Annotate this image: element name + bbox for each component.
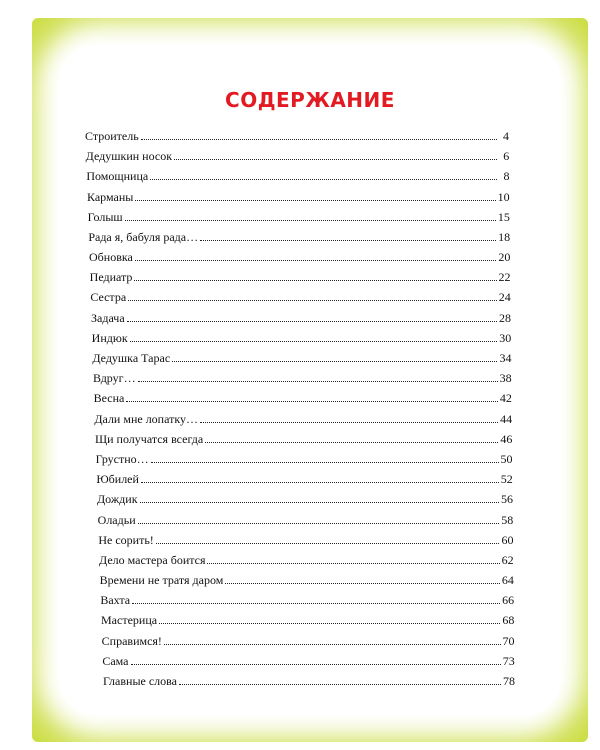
toc-entry bbox=[100, 589, 514, 607]
toc-entry-page: 15 bbox=[497, 209, 510, 224]
toc-entry-page: 78 bbox=[503, 674, 515, 688]
toc-entry-title: Мастерица bbox=[101, 613, 158, 628]
toc-leader-dots bbox=[130, 341, 498, 342]
toc-entry-page: 8 bbox=[503, 169, 510, 184]
toc-entry-page: 4 bbox=[503, 129, 509, 143]
toc-entry-page: 58 bbox=[501, 512, 514, 527]
toc-entry bbox=[102, 650, 514, 668]
toc-leader-dots bbox=[135, 200, 495, 201]
toc-leader-dots bbox=[131, 664, 501, 665]
toc-entry bbox=[92, 347, 511, 365]
toc-leader-dots bbox=[141, 482, 499, 483]
toc-entry-title: Главные слова bbox=[103, 674, 177, 688]
toc-entry-page: 70 bbox=[502, 633, 515, 648]
toc-entry-title: Юбилей bbox=[96, 472, 139, 487]
toc-entry bbox=[99, 549, 514, 567]
toc-entry-page: 34 bbox=[499, 351, 512, 366]
toc-entry bbox=[96, 448, 513, 466]
toc-entry-page: 6 bbox=[503, 149, 510, 164]
toc-entry-title: Оладьи bbox=[97, 512, 136, 527]
toc-entry-title: Задача bbox=[91, 310, 125, 325]
toc-entry bbox=[103, 670, 515, 688]
toc-entry-title: Карманы bbox=[87, 189, 134, 204]
toc-entry bbox=[89, 246, 510, 264]
toc-leader-dots bbox=[207, 563, 499, 564]
toc-leader-dots bbox=[126, 401, 498, 402]
page-title: СОДЕРЖАНИЕ bbox=[225, 88, 395, 112]
toc-entry-page: 24 bbox=[498, 290, 511, 305]
toc-entry-page: 62 bbox=[501, 552, 514, 567]
toc-leader-dots bbox=[125, 220, 496, 221]
toc-leader-dots bbox=[138, 381, 498, 382]
toc-entry bbox=[91, 307, 511, 325]
toc-entry-title: Сестра bbox=[90, 290, 127, 305]
toc-entry-title: Времени не тратя даром bbox=[99, 573, 224, 588]
toc-leader-dots bbox=[179, 684, 501, 685]
toc-entry bbox=[86, 165, 509, 183]
toc-entry-title: Дело мастера боится bbox=[99, 552, 206, 567]
toc-entry-title: Педиатр bbox=[89, 270, 133, 285]
toc-entry bbox=[98, 509, 514, 527]
toc-entry bbox=[88, 206, 510, 224]
toc-entry-title: Сама bbox=[102, 653, 129, 668]
toc-leader-dots bbox=[200, 240, 496, 241]
toc-entry-title: Строитель bbox=[85, 129, 139, 143]
toc-entry bbox=[88, 226, 510, 244]
toc-entry-title: Справимся! bbox=[101, 633, 162, 648]
toc-leader-dots bbox=[138, 523, 500, 524]
toc-entry-page: 64 bbox=[501, 573, 514, 588]
toc-entry-page: 52 bbox=[500, 472, 513, 487]
toc-entry-title: Дедушка Тарас bbox=[92, 351, 171, 366]
toc-leader-dots bbox=[172, 361, 497, 362]
toc-leader-dots bbox=[140, 502, 499, 503]
toc-entry bbox=[94, 408, 512, 426]
toc-entry-title: Дождик bbox=[97, 492, 138, 507]
toc-entry bbox=[87, 186, 510, 204]
toc-entry-title: Не сорить! bbox=[98, 532, 154, 547]
toc-entry-page: 22 bbox=[498, 270, 511, 285]
toc-entry-title: Рада я, бабуля рада… bbox=[88, 229, 199, 244]
toc-entry-page: 18 bbox=[498, 229, 511, 244]
toc-entry-title: Весна bbox=[93, 391, 125, 406]
toc-leader-dots bbox=[127, 321, 497, 322]
toc-entry-page: 42 bbox=[499, 391, 512, 406]
toc-leader-dots bbox=[135, 260, 496, 261]
toc-entry-page: 44 bbox=[500, 411, 513, 426]
toc-entry bbox=[86, 145, 510, 163]
toc-entry-page: 68 bbox=[502, 613, 515, 628]
toc-entry-page: 56 bbox=[501, 492, 513, 507]
toc-leader-dots bbox=[200, 422, 498, 423]
toc-entry-page: 50 bbox=[500, 451, 513, 466]
toc-entry-title: Индюк bbox=[91, 330, 128, 345]
toc-entry-title: Вдруг… bbox=[93, 371, 136, 386]
toc-entry bbox=[93, 367, 512, 385]
toc-entry bbox=[92, 327, 512, 345]
toc-entry bbox=[94, 387, 512, 405]
toc-entry-title: Щи получатся всегда bbox=[95, 431, 204, 446]
toc-entry-page: 10 bbox=[497, 189, 510, 204]
toc-leader-dots bbox=[159, 623, 500, 624]
toc-entry bbox=[95, 428, 512, 446]
toc-leader-dots bbox=[132, 603, 500, 604]
toc-entry-page: 30 bbox=[499, 330, 512, 345]
toc-entry bbox=[97, 488, 513, 506]
toc-entry bbox=[101, 609, 514, 627]
toc-leader-dots bbox=[205, 442, 498, 443]
toc-entry-title: Голыш bbox=[87, 209, 123, 224]
toc-entry bbox=[96, 468, 512, 486]
toc-entry bbox=[90, 266, 511, 284]
toc-entry-title: Обновка bbox=[89, 250, 133, 265]
toc-leader-dots bbox=[151, 462, 499, 463]
toc-entry-page: 73 bbox=[502, 653, 515, 668]
toc-leader-dots bbox=[156, 543, 500, 544]
toc-entry bbox=[102, 630, 515, 648]
toc-entry-page: 28 bbox=[499, 310, 511, 325]
toc-entry-page: 38 bbox=[499, 371, 512, 386]
toc-entry-title: Дали мне лопатку… bbox=[94, 411, 199, 426]
toc-entry-title: Грустно… bbox=[95, 451, 149, 466]
toc-leader-dots bbox=[134, 280, 496, 281]
toc-entry bbox=[98, 529, 513, 547]
toc-leader-dots bbox=[225, 583, 500, 584]
toc-entry-page: 66 bbox=[502, 593, 515, 608]
toc-entry-title: Дедушкин носок bbox=[85, 149, 173, 164]
toc-leader-dots bbox=[174, 159, 497, 160]
toc-entry-title: Помощница bbox=[86, 169, 149, 184]
toc-leader-dots bbox=[150, 179, 497, 180]
toc-entry-page: 60 bbox=[501, 532, 514, 547]
toc-entry bbox=[85, 125, 509, 143]
toc-entry-page: 46 bbox=[500, 431, 513, 446]
toc-entry-page: 20 bbox=[498, 250, 511, 265]
toc-entry bbox=[90, 286, 510, 304]
toc-leader-dots bbox=[164, 644, 501, 645]
toc-leader-dots bbox=[128, 300, 497, 301]
toc-leader-dots bbox=[141, 139, 497, 140]
toc-entry bbox=[100, 569, 514, 587]
toc-entry-title: Вахта bbox=[100, 593, 131, 608]
